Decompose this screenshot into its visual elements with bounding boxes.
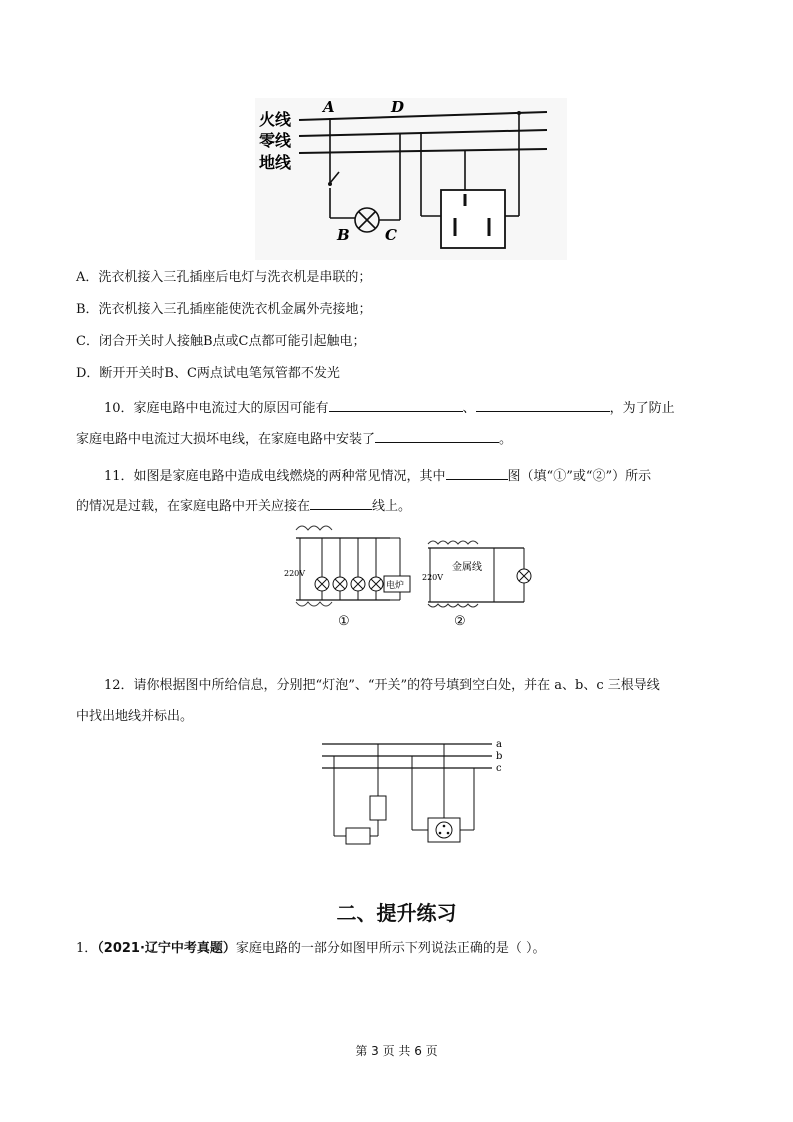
blank-box-lower[interactable] [346, 828, 370, 844]
question-10-line-1 [104, 398, 675, 417]
question-11-line-1 [104, 466, 651, 485]
wiring-figure-3 [320, 736, 510, 848]
metal-wire-label: 金属线 [452, 562, 482, 573]
blank-box-upper[interactable] [370, 796, 386, 820]
q10-text-a: 10．家庭电路中电流过大的原因可能有 [104, 401, 329, 416]
wire-a-label: a [496, 739, 502, 750]
neutral-wire-label: 零线 [259, 131, 292, 150]
circuit-1-voltage: 220V [284, 569, 306, 578]
q10-blank-3[interactable] [375, 429, 499, 443]
question-12-line-2: 中找出地线并标出。 [76, 709, 194, 724]
q10-separator: 、 [462, 401, 476, 416]
q11-text-end: 线上。 [372, 499, 412, 514]
option-d: D．断开开关时B、C两点试电笔氖管都不发光 [76, 366, 340, 381]
q10-text-end: 。 [499, 432, 513, 447]
point-b-label: B [337, 226, 350, 244]
q1-text: 家庭电路的一部分如图甲所示下列说法正确的是（ ）。 [235, 941, 546, 956]
page-number: 第 3 页 共 6 页 [355, 1044, 438, 1058]
question-10-line-2 [76, 429, 512, 448]
option-a: A．洗衣机接入三孔插座后电灯与洗衣机是串联的； [76, 270, 372, 285]
question-12-line-1: 12．请你根据图中所给信息，分别把“灯泡”、“开关”的符号填到空白处，并在 a、b、c 三根导线 [104, 678, 660, 693]
question-11-line-2 [76, 496, 411, 515]
q10-blank-1[interactable] [329, 398, 463, 412]
q11-text-b: 图（填“①”或“②”）所示 [507, 469, 652, 484]
point-d-label: D [391, 98, 405, 116]
three-pin-socket-icon [441, 190, 505, 248]
circuit-2-short-circuit [422, 541, 531, 629]
overload-short-circuit-figure [282, 522, 532, 630]
q11-text-c: 的情况是过载，在家庭电路中开关应接在 [76, 499, 311, 514]
point-c-label: C [385, 226, 397, 244]
q11-text-a: 11．如图是家庭电路中造成电线燃烧的两种常见情况，其中 [104, 469, 446, 484]
wire-c-label: c [496, 763, 502, 774]
circuit-1-overload [284, 526, 410, 629]
q10-blank-2[interactable] [476, 398, 610, 412]
electric-stove-label: 电炉 [386, 581, 405, 591]
circuit-2-voltage: 220V [422, 573, 444, 582]
circuit-2-label: ② [454, 614, 466, 629]
q1-prefix: 1． [76, 941, 98, 956]
lamp-icon [333, 577, 347, 591]
question-1-line [76, 941, 546, 957]
wire-b-label: b [496, 751, 503, 762]
q11-blank-2[interactable] [310, 496, 372, 510]
q11-blank-1[interactable] [446, 466, 508, 480]
section-title: 二、提升练习 [336, 901, 457, 925]
lamp-icon [369, 577, 383, 591]
q10-text-c: 家庭电路中电流过大损坏电线，在家庭电路中安装了 [76, 432, 376, 447]
circuit-figure-1 [255, 98, 567, 260]
lamp-icon [315, 577, 329, 591]
circuit-1-label: ① [338, 614, 350, 629]
three-pin-socket-icon [428, 818, 460, 842]
option-b: B．洗衣机接入三孔插座能使洗衣机金属外壳接地； [76, 302, 372, 317]
q10-text-b: ，为了防止 [609, 401, 675, 416]
live-wire-label: 火线 [259, 110, 292, 129]
point-a-label: A [323, 98, 335, 116]
option-c: C．闭合开关时人接触B点或C点都可能引起触电； [76, 334, 366, 349]
ground-wire-label: 地线 [259, 153, 292, 172]
lamp-icon [351, 577, 365, 591]
lamp-icon [517, 569, 531, 583]
q1-source: （2021·辽宁中考真题） [97, 941, 236, 956]
